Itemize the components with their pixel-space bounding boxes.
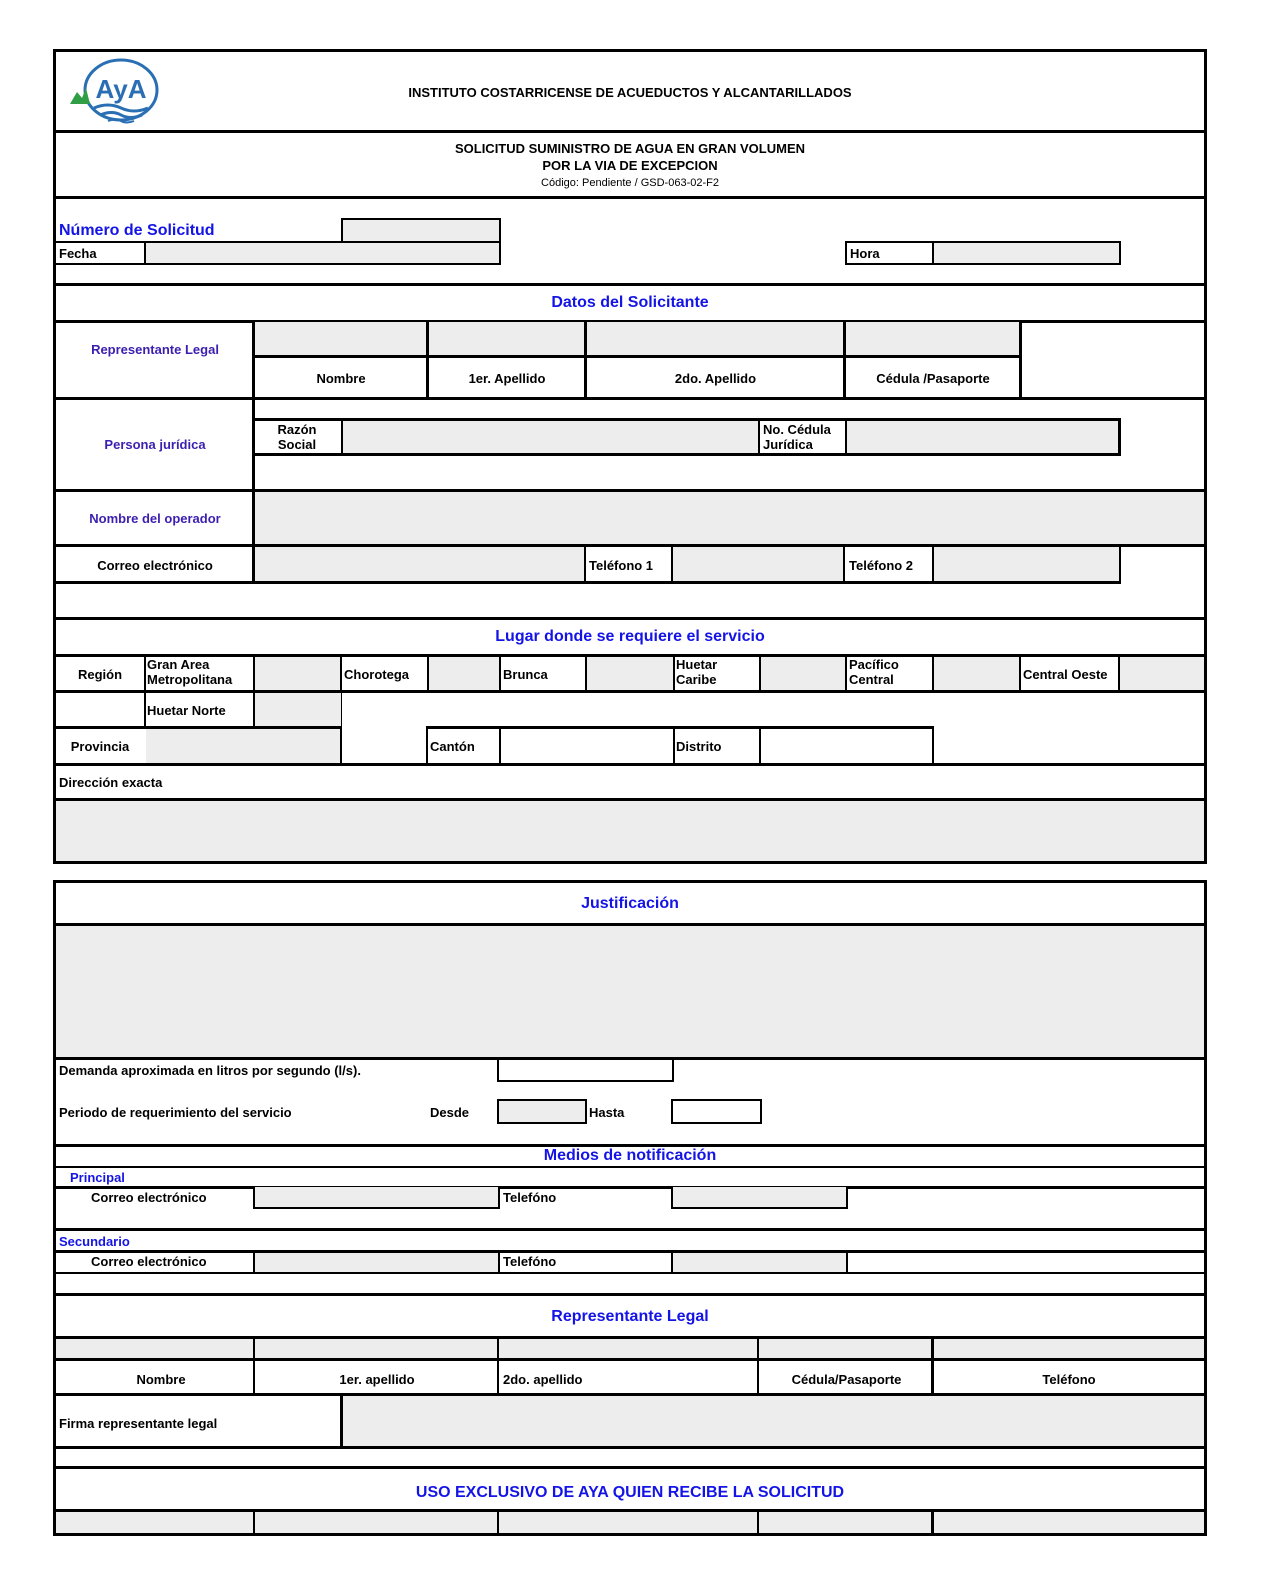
divider	[56, 263, 144, 265]
region-chorotega-label: Chorotega	[344, 667, 409, 682]
operador-label: Nombre del operador	[89, 511, 221, 526]
operador-field[interactable]	[255, 492, 1204, 544]
rep-apellido1-field[interactable]	[428, 322, 586, 356]
divider	[56, 763, 1204, 766]
region-central-oeste-field[interactable]	[1120, 657, 1204, 690]
institution-name: INSTITUTO COSTARRICENSE DE ACUEDUCTOS Y ALCANTARILLADOS	[408, 85, 852, 100]
section-title-uso-exclusivo: USO EXCLUSIVO DE AYA QUIEN RECIBE LA SOLICITUD	[415, 1484, 845, 1501]
form-title: SOLICITUD SUMINISTRO DE AGUA EN GRAN VOLUMEN	[454, 141, 806, 156]
divider	[56, 1358, 1204, 1361]
col-apellido2-label: 2do. Apellido	[674, 371, 757, 386]
gam-line-1: Gran Area	[147, 657, 210, 672]
demanda-field[interactable]	[497, 1059, 674, 1082]
no-cedula-line-1: No. Cédula	[763, 422, 831, 437]
region-chorotega-field[interactable]	[429, 657, 499, 690]
justificacion-field[interactable]	[56, 926, 1204, 1058]
no-cedula-line-2: Jurídica	[763, 436, 813, 452]
uso-field-3[interactable]	[499, 1512, 757, 1533]
divider	[56, 1446, 1204, 1449]
divider	[56, 1166, 1204, 1168]
correo-field[interactable]	[255, 547, 586, 581]
desde-field[interactable]	[497, 1099, 587, 1124]
divider	[1118, 656, 1120, 692]
gam-line-2: Metropolitana	[147, 671, 233, 687]
divider	[56, 130, 1204, 133]
divider	[673, 656, 675, 692]
representante-legal-label: Representante Legal	[91, 342, 219, 357]
secundario-telefono-label: Telefóno	[503, 1254, 557, 1269]
pacifico-line-1: Pacífico	[849, 657, 899, 672]
section-title-justificacion: Justificación	[581, 895, 679, 912]
huetar-caribe-line-2: Caribe	[676, 671, 717, 687]
divider	[499, 656, 501, 692]
huetar-caribe-line-1: Huetar	[676, 657, 718, 672]
logo-text: AyA	[95, 74, 147, 104]
divider	[56, 397, 1204, 400]
fecha-field[interactable]	[144, 241, 501, 265]
divider	[497, 1338, 499, 1394]
divider	[427, 656, 429, 692]
principal-label: Principal	[70, 1170, 125, 1185]
hora-label: Hora	[850, 246, 880, 261]
region-brunca-label: Brunca	[503, 667, 548, 682]
rl-nombre-field[interactable]	[56, 1339, 253, 1358]
rl-apellido2-field[interactable]	[499, 1339, 757, 1358]
uso-field-5[interactable]	[934, 1512, 1204, 1533]
divider	[56, 1293, 1204, 1296]
region-huetar-caribe-label	[676, 658, 717, 687]
divider	[56, 1466, 1204, 1469]
section-title-lugar: Lugar donde se requiere el servicio	[495, 628, 765, 645]
divider	[56, 1272, 1204, 1274]
divider	[757, 1338, 759, 1394]
no-cedula-juridica-field[interactable]	[845, 421, 1118, 453]
region-gam-field[interactable]	[255, 657, 341, 690]
section-title-solicitante: Datos del Solicitante	[551, 294, 709, 311]
section-title-representante: Representante Legal	[551, 1308, 709, 1325]
rl-col-cedula-label: Cédula/Pasaporte	[791, 1372, 902, 1387]
secundario-telefono-field[interactable]	[671, 1253, 848, 1272]
razon-social-label	[254, 423, 340, 452]
distrito-label: Distrito	[676, 739, 722, 754]
form-part-1	[53, 49, 1207, 864]
divider	[759, 656, 761, 692]
section-title-notificacion: Medios de notificación	[543, 1147, 717, 1164]
numero-solicitud-field[interactable]	[341, 218, 501, 243]
telefono1-label: Teléfono 1	[589, 558, 654, 573]
telefono1-field[interactable]	[671, 547, 845, 581]
region-gam-label	[147, 658, 232, 687]
periodo-label: Periodo de requerimiento del servicio	[59, 1105, 292, 1120]
divider	[426, 726, 428, 764]
divider	[757, 1511, 759, 1533]
correo-label: Correo electrónico	[97, 558, 213, 573]
divider	[56, 1186, 1204, 1189]
rl-col-apellido2-label: 2do. apellido	[503, 1372, 583, 1387]
uso-field-1[interactable]	[56, 1512, 253, 1533]
divider	[56, 690, 1204, 693]
divider	[56, 283, 1204, 286]
hora-field[interactable]	[932, 241, 1121, 265]
divider	[1019, 656, 1021, 692]
divider	[254, 355, 1021, 358]
form-subtitle: POR LA VIA DE EXCEPCION	[542, 158, 718, 173]
region-pacifico-field[interactable]	[934, 657, 1020, 690]
hasta-label: Hasta	[589, 1105, 625, 1120]
rep-apellido2-field[interactable]	[586, 322, 845, 356]
no-cedula-juridica-label	[763, 423, 831, 452]
region-central-oeste-label: Central Oeste	[1023, 667, 1108, 682]
rl-col-nombre-label: Nombre	[136, 1372, 186, 1387]
col-nombre-label: Nombre	[316, 371, 366, 386]
principal-telefono-label: Telefóno	[503, 1190, 557, 1205]
rl-col-apellido1-label: 1er. apellido	[339, 1372, 415, 1387]
demanda-label: Demanda aproximada en litros por segundo (l/s).	[59, 1063, 361, 1078]
numero-solicitud-label: Número de Solicitud	[59, 222, 215, 239]
divider	[673, 726, 675, 764]
form-code: Código: Pendiente / GSD-063-02-F2	[541, 177, 719, 189]
uso-field-2[interactable]	[255, 1512, 497, 1533]
persona-juridica-label: Persona jurídica	[104, 437, 206, 452]
desde-label: Desde	[430, 1105, 470, 1120]
divider	[1019, 322, 1022, 398]
divider	[252, 322, 255, 398]
rl-cedula-field[interactable]	[759, 1339, 931, 1358]
distrito-field[interactable]	[761, 729, 932, 763]
firma-label: Firma representante legal	[59, 1416, 218, 1431]
razon-line-2: Social	[277, 436, 317, 452]
region-pacifico-label	[849, 658, 899, 687]
divider	[253, 1511, 255, 1533]
principal-correo-label: Correo electrónico	[91, 1190, 207, 1205]
divider	[584, 322, 587, 398]
rl-apellido1-field[interactable]	[255, 1339, 497, 1358]
region-huetar-norte-label: Huetar Norte	[147, 703, 226, 718]
uso-field-4[interactable]	[759, 1512, 931, 1533]
rep-cedula-field[interactable]	[845, 322, 1021, 356]
divider	[845, 656, 847, 692]
divider	[56, 581, 1121, 584]
principal-correo-field[interactable]	[253, 1187, 500, 1209]
divider	[932, 656, 934, 692]
divider	[931, 1338, 934, 1394]
form-part-2	[53, 880, 1207, 1536]
col-apellido1-label: 1er. Apellido	[468, 371, 546, 386]
divider	[932, 726, 934, 764]
provincia-label: Provincia	[70, 739, 130, 754]
divider	[497, 1511, 499, 1533]
region-huetar-norte-field[interactable]	[255, 693, 341, 726]
direccion-label: Dirección exacta	[59, 775, 163, 790]
divider	[56, 617, 1204, 620]
divider	[56, 1250, 1204, 1253]
col-cedula-label: Cédula /Pasaporte	[876, 371, 990, 386]
divider	[585, 656, 587, 692]
region-brunca-field[interactable]	[587, 657, 673, 690]
divider	[253, 1338, 255, 1394]
provincia-field[interactable]	[146, 729, 340, 763]
divider	[843, 322, 846, 398]
telefono2-label: Teléfono 2	[849, 558, 914, 573]
divider	[426, 322, 429, 398]
divider	[56, 196, 1204, 199]
direccion-field[interactable]	[56, 801, 1204, 861]
region-huetar-caribe-field[interactable]	[761, 657, 845, 690]
rep-nombre-field[interactable]	[254, 322, 428, 356]
hasta-field[interactable]	[671, 1099, 762, 1124]
telefono2-field[interactable]	[932, 547, 1121, 581]
rl-telefono-field[interactable]	[934, 1339, 1204, 1358]
secundario-label: Secundario	[59, 1234, 130, 1249]
canton-label: Cantón	[430, 739, 475, 754]
firma-field[interactable]	[343, 1396, 1204, 1446]
canton-field[interactable]	[501, 729, 673, 763]
secundario-correo-label: Correo electrónico	[91, 1254, 207, 1269]
fecha-label: Fecha	[59, 246, 97, 261]
rl-col-telefono-label: Teléfono	[1042, 1372, 1096, 1387]
region-label: Región	[77, 667, 123, 682]
divider	[931, 1511, 934, 1533]
secundario-correo-field[interactable]	[255, 1253, 500, 1272]
razon-social-field[interactable]	[341, 421, 760, 453]
divider	[56, 1228, 1204, 1231]
pacifico-line-2: Central	[849, 671, 894, 687]
principal-telefono-field[interactable]	[671, 1187, 848, 1209]
razon-line-1: Razón	[277, 422, 317, 437]
